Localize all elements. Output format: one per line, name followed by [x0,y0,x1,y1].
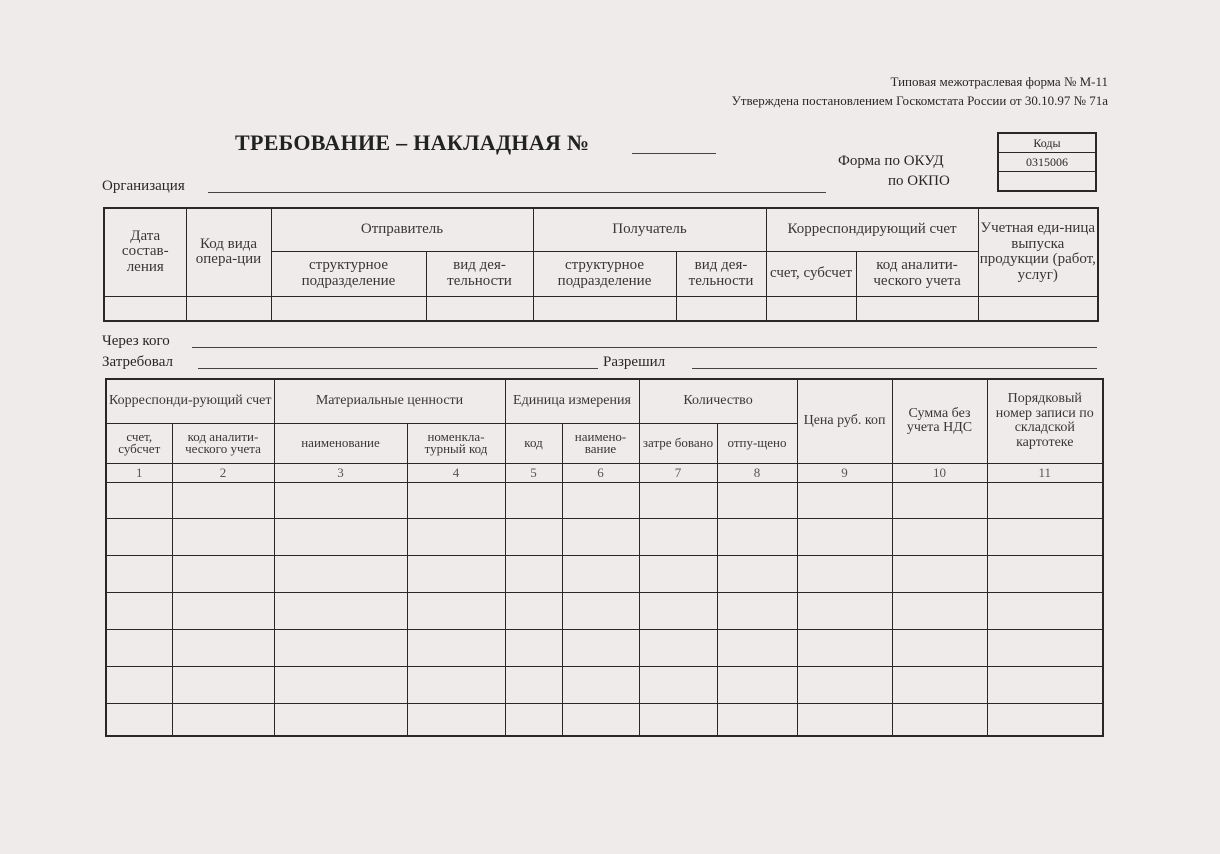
cell[interactable] [106,555,172,592]
cell[interactable] [505,482,562,518]
cell[interactable] [717,555,797,592]
cell[interactable] [172,666,274,703]
cell[interactable] [639,518,717,555]
document-number-field[interactable] [632,153,716,154]
col-receiver-struct: структурное подразделение [533,251,676,296]
requested-by-field[interactable] [198,368,598,369]
approval-note: Утверждена постановлением Госкомстата России от 30.10.97 № 71а [731,93,1108,108]
col-unit-name: наимено-вание [562,423,639,463]
cell[interactable] [106,666,172,703]
cell[interactable] [892,629,987,666]
col-sum: Сумма без учета НДС [892,379,987,463]
okpo-label: по ОКПО [888,173,950,189]
cell[interactable] [407,666,505,703]
cell[interactable] [797,592,892,629]
cell[interactable] [797,666,892,703]
cell[interactable] [505,518,562,555]
cell[interactable] [562,555,639,592]
cell-receiver-activity[interactable] [676,296,766,321]
organization-field[interactable] [208,192,826,193]
cell[interactable] [172,555,274,592]
cell[interactable] [987,482,1103,518]
codes-box [997,132,1097,192]
cell[interactable] [407,629,505,666]
col-subaccount: счет, субсчет [106,423,172,463]
cell[interactable] [717,703,797,736]
cell[interactable] [717,482,797,518]
codes-header: Коды [999,134,1095,153]
col-accounting-unit: Учетная еди-ница выпуска продукции (работ, услуг) [978,208,1098,296]
cell-date[interactable] [104,296,186,321]
column-numbers-row [106,463,1103,482]
table-row [106,482,1103,518]
col-qty-requested: затре бовано [639,423,717,463]
col-number: 11 [987,463,1103,482]
upper-table-row [104,296,1098,321]
col-date: Дата состав-ления [104,208,186,296]
cell[interactable] [505,703,562,736]
col-materials: Материальные ценности [274,379,505,423]
cell[interactable] [172,629,274,666]
okud-label: Форма по ОКУД [838,153,944,169]
table-row [106,703,1103,736]
through-whom-label: Через кого [102,333,170,349]
cell[interactable] [639,703,717,736]
col-sender-struct: структурное подразделение [271,251,426,296]
cell[interactable] [106,592,172,629]
cell[interactable] [172,592,274,629]
cell-operation-code[interactable] [186,296,271,321]
cell[interactable] [639,592,717,629]
col-receiver: Получатель [533,208,766,251]
cell[interactable] [407,592,505,629]
col-corr-account: Корреспонди-рующий счет [106,379,274,423]
cell[interactable] [639,555,717,592]
cell[interactable] [892,592,987,629]
authorized-by-label: Разрешил [603,354,666,370]
cell[interactable] [274,482,407,518]
cell[interactable] [717,518,797,555]
cell[interactable] [987,555,1103,592]
cell[interactable] [505,629,562,666]
cell[interactable] [106,629,172,666]
table-row [106,629,1103,666]
col-material-name: наименование [274,423,407,463]
col-sender-activity: вид дея-тельности [426,251,533,296]
table-row [106,666,1103,703]
col-quantity: Количество [639,379,797,423]
cell[interactable] [106,518,172,555]
cell[interactable] [987,629,1103,666]
cell[interactable] [797,629,892,666]
col-operation-code: Код вида опера-ции [186,208,271,296]
cell[interactable] [274,666,407,703]
cell[interactable] [639,666,717,703]
col-number: 5 [505,463,562,482]
col-sender: Отправитель [271,208,533,251]
cell[interactable] [892,555,987,592]
cell[interactable] [505,555,562,592]
cell[interactable] [717,666,797,703]
document-title: ТРЕБОВАНИЕ – НАКЛАДНАЯ № [235,130,590,155]
cell[interactable] [274,518,407,555]
through-whom-field[interactable] [192,347,1097,348]
cell-sender-activity[interactable] [426,296,533,321]
table-row [106,518,1103,555]
cell[interactable] [987,703,1103,736]
cell[interactable] [106,703,172,736]
col-number: 3 [274,463,407,482]
cell[interactable] [562,482,639,518]
cell[interactable] [987,666,1103,703]
col-number: 7 [639,463,717,482]
cell[interactable] [172,703,274,736]
cell[interactable] [892,666,987,703]
organization-label: Организация [102,178,185,194]
col-number: 2 [172,463,274,482]
col-qty-released: отпу-щено [717,423,797,463]
cell[interactable] [562,703,639,736]
cell-accounting-unit[interactable] [978,296,1098,321]
col-number: 8 [717,463,797,482]
col-price: Цена руб. коп [797,379,892,463]
table-row [106,592,1103,629]
cell[interactable] [274,592,407,629]
cell[interactable] [797,518,892,555]
cell[interactable] [274,703,407,736]
cell[interactable] [562,666,639,703]
cell[interactable] [892,703,987,736]
table-row [106,555,1103,592]
upper-table [103,207,1099,322]
cell[interactable] [562,518,639,555]
cell[interactable] [274,555,407,592]
col-unit: Единица измерения [505,379,639,423]
cell[interactable] [562,592,639,629]
cell[interactable] [987,592,1103,629]
lower-table [105,378,1104,737]
authorized-by-field[interactable] [692,368,1097,369]
cell[interactable] [797,703,892,736]
cell[interactable] [892,482,987,518]
cell-corr-analytic[interactable] [856,296,978,321]
cell[interactable] [797,482,892,518]
cell-sender-struct[interactable] [271,296,426,321]
requested-by-label: Затребовал [102,354,173,370]
cell[interactable] [639,482,717,518]
cell[interactable] [106,482,172,518]
cell-receiver-struct[interactable] [533,296,676,321]
cell[interactable] [717,629,797,666]
cell[interactable] [797,555,892,592]
cell[interactable] [639,629,717,666]
cell[interactable] [407,703,505,736]
cell[interactable] [505,666,562,703]
col-corr-subaccount: счет, субсчет [766,251,856,296]
cell[interactable] [274,629,407,666]
cell[interactable] [717,592,797,629]
col-nomenclature-code: номенкла-турный код [407,423,505,463]
col-number: 6 [562,463,639,482]
form-type-note: Типовая межотраслевая форма № М-11 [890,74,1108,89]
okpo-code-field[interactable] [999,172,1095,191]
cell[interactable] [407,555,505,592]
col-corr-analytic: код аналити-ческого учета [856,251,978,296]
okud-code-value: 0315006 [999,153,1095,172]
cell[interactable] [562,629,639,666]
cell[interactable] [407,518,505,555]
cell[interactable] [987,518,1103,555]
cell[interactable] [505,592,562,629]
col-number: 10 [892,463,987,482]
cell[interactable] [172,482,274,518]
col-corr-account: Корреспондирующий счет [766,208,978,251]
cell[interactable] [172,518,274,555]
cell-corr-subaccount[interactable] [766,296,856,321]
col-number: 9 [797,463,892,482]
cell[interactable] [407,482,505,518]
col-number: 1 [106,463,172,482]
cell[interactable] [892,518,987,555]
col-receiver-activity: вид дея-тельности [676,251,766,296]
col-record-number: Порядковый номер записи по складской картотеке [987,379,1103,463]
col-number: 4 [407,463,505,482]
col-analytic-code: код аналити-ческого учета [172,423,274,463]
col-unit-code: код [505,423,562,463]
